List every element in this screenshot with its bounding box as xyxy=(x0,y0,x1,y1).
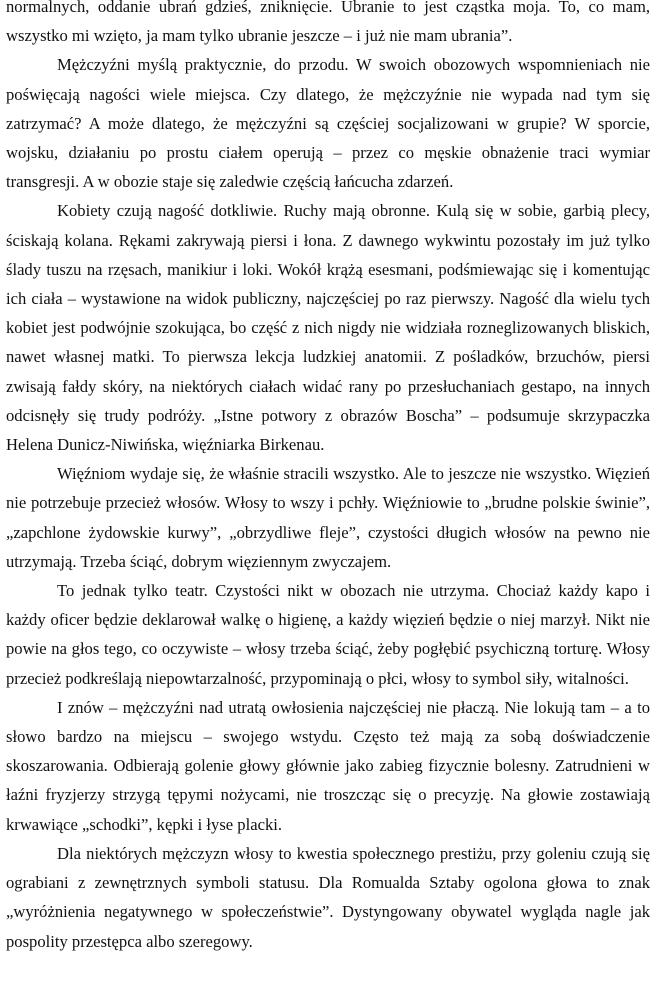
paragraph-hair-cutting: Więźniom wydaje się, że właśnie stracili wszystko. Ale to jeszcze nie wszystko. Więzień nie potrzebuje przecież włosów. Włosy to wszy i pchły. Więźniowie to „brudne polskie świnie”, „zapchlone żydowskie kurwy”, „obrzydliwe fleje”, czystości długich włosów na pewno nie utrzymają. Trzeba ściąć, dobrym więziennym zwyczajem. xyxy=(6,464,650,571)
paragraph-continued: normalnych, oddanie ubrań gdzieś, zniknięcie. Ubranie to jest cząstka moja. To, co mam, wszystko mi wzięto, ja mam tylko ubranie jeszcze – i już nie mam ubrania”. xyxy=(6,0,650,46)
paragraph-men-nudity: Mężczyźni myślą praktycznie, do przodu. W swoich obozowych wspomnieniach nie poświęcają nagości wiele miejsca. Czy dlatego, że mężczyźnie nie wypada nad tym się zatrzymać? A może dlatego, że mężczyźni są częściej socjalizowani w grupie? W sporcie, wojsku, działaniu po prostu ciałem operują – przez co męskie obnażenie traci wymiar transgresji. A w obozie staje się zaledwie częścią łańcucha zdarzeń. xyxy=(6,55,650,192)
paragraph-theatre: To jednak tylko teatr. Czystości nikt w obozach nie utrzyma. Chociaż każdy kapo i każdy oficer będzie deklarował walkę o higienę, a każdy więzień będzie o niej marzył. Nikt nie powie na głos tego, co oczywiste – włosy trzeba ściąć, żeby pogłębić psychiczną torturę. Włosy przecież podkreślają niepowtarzalność, przypominają o płci, włosy to symbol siły, witalności. xyxy=(6,581,650,688)
paragraph-women-nudity: Kobiety czują nagość dotkliwie. Ruchy mają obronne. Kulą się w sobie, garbią plecy, ściskają kolana. Rękami zakrywają piersi i łona. Z dawnego wykwintu pozostały im już tylko ślady tuszu na rzęsach, manikiur i loki. Wokół krążą esesmani, podśmiewając się i komentując ich ciała – wystawione na widok publiczny, najczęściej po raz pierwszy. Nagość dla wielu tych kobiet jest podwójnie szokująca, bo część z nich nigdy nie widziała rozneglizowanych bliskich, nawet własnej matki. To pierwsza lekcja ludzkiej anatomii. Z pośladków, brzuchów, piersi zwisają fałdy skóry, na niektórych ciałach widać rany po przesłuchaniach gestapo, na innych odcisnęły się trudy podróży. „Istne potwory z obrazów Boscha” – podsumuje skrzypaczka Helena Dunicz-Niwińska, więźniarka Birkenau. xyxy=(6,201,650,455)
document-page xyxy=(6,0,650,956)
paragraph-prestige: Dla niektórych mężczyzn włosy to kwestia społecznego prestiżu, przy goleniu czują się ograbiani z zewnętrznych symboli statusu. Dla Romualda Sztaby ogolona głowa to znak „wyróżnienia negatywnego w społeczeństwie”. Dystyngowany obywatel wygląda nagle jak pospolity przestępca albo szeregowy. xyxy=(6,843,650,951)
paragraph-men-hair-loss: I znów – mężczyźni nad utratą owłosienia najczęściej nie płaczą. Nie lokują tam – a to słowo bardzo na miejscu – swojego wstydu. Często też mają za sobą doświadczenie skoszarowania. Odbierają golenie głowy głównie jako zabieg fizycznie bolesny. Zatrudnieni w łaźni fryzjerzy strzygą tępymi nożycami, nie troszcząc się o precyzję. Na głowie zostawiają krwawiące „schodki”, kępki i łyse placki. xyxy=(6,697,650,834)
